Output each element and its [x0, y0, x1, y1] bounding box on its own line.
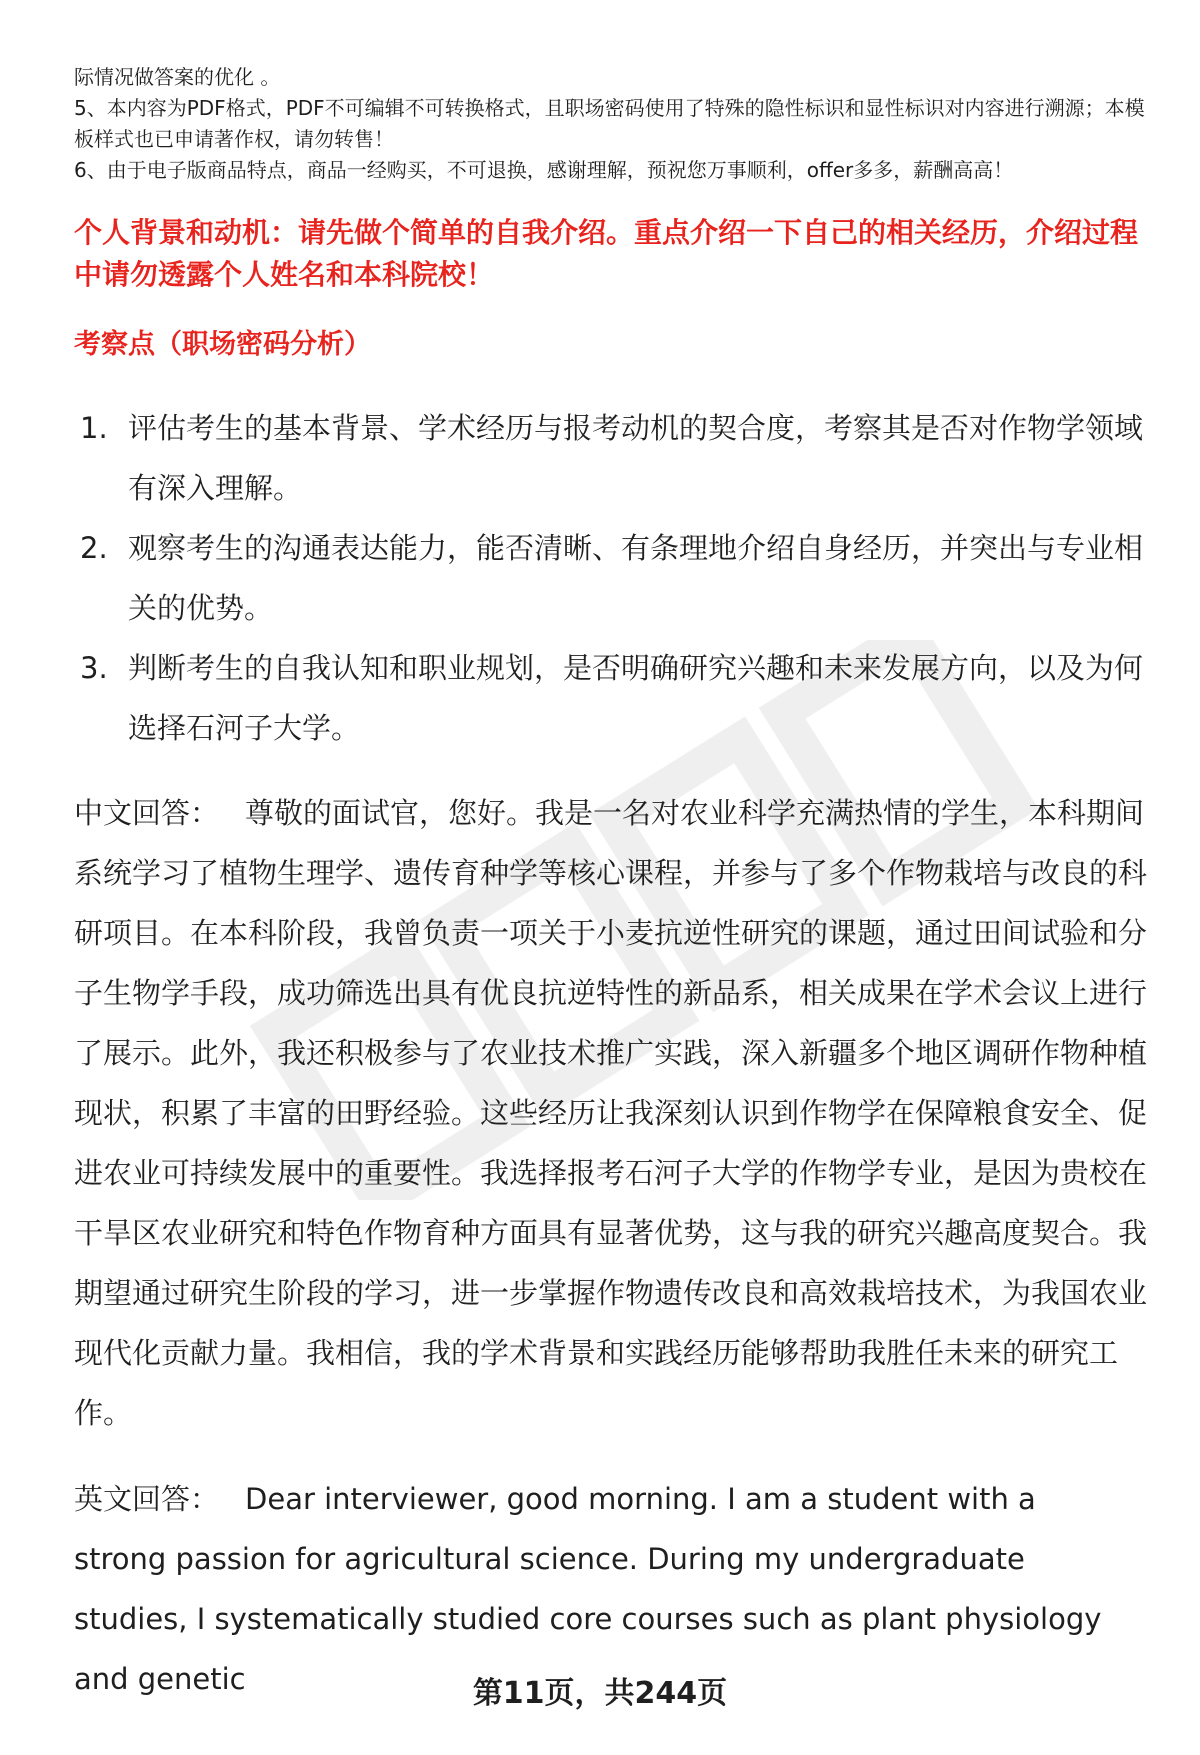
list-item: [80, 638, 1160, 758]
focus-points-list: [80, 398, 1160, 758]
list-item-text: 判断考生的自我认知和职业规划，是否明确研究兴趣和未来发展方向，以及为何选择石河子大学。: [128, 651, 1144, 745]
chinese-answer-label: 中文回答：: [74, 796, 220, 830]
list-item-text: 评估考生的基本背景、学术经历与报考动机的契合度，考察其是否对作物学领域有深入理解。: [128, 411, 1144, 505]
list-item: [80, 518, 1160, 638]
list-item-number: 3.: [80, 651, 108, 685]
list-item-number: 2.: [80, 531, 108, 565]
notes-section: [74, 62, 1164, 186]
chinese-answer-text: 尊敬的面试官，您好。我是一名对农业科学充满热情的学生，本科期间系统学习了植物生理学、遗传育种学等核心课程，并参与了多个作物栽培与改良的科研项目。在本科阶段，我曾负责一项关于小麦抗逆性研究的课题，通过田间试验和分子生物学手段，成功筛选出具有优良抗逆特性的新品系，相关成果在学术会议上进行了展示。此外，我还积极参与了农业技术推广实践，深入新疆多个地区调研作物种植现状，积累了丰富的田野经验。这些经历让我深刻认识到作物学在保障粮食安全、促进农业可持续发展中的重要性。我选择报考石河子大学的作物学专业，是因为贵校在干旱区农业研究和特色作物育种方面具有显著优势，这与我的研究兴趣高度契合。我期望通过研究生阶段的学习，进一步掌握作物遗传改良和高效栽培技术，为我国农业现代化贡献力量。我相信，我的学术背景和实践经历能够帮助我胜任未来的研究工作。: [74, 796, 1148, 1430]
focus-heading: 考察点（职场密码分析）: [74, 329, 371, 360]
chinese-answer: [74, 783, 1164, 1443]
note-line: 5、本内容为PDF格式，PDF不可编辑不可转换格式，且职场密码使用了特殊的隐性标识和显性标识对内容进行溯源；本模板样式也已申请著作权，请勿转售！: [74, 96, 1145, 151]
english-answer-text: Dear interviewer, good morning. I am a student with a strong passion for agricultural science. During my undergraduate studies, I systematically studied core courses such as plant physiology and genetic: [74, 1482, 1102, 1696]
list-item: [80, 398, 1160, 518]
note-line: 际情况做答案的优化 。: [74, 65, 281, 89]
english-answer-label: 英文回答：: [74, 1482, 220, 1516]
list-item-text: 观察考生的沟通表达能力，能否清晰、有条理地介绍自身经历，并突出与专业相关的优势。: [128, 531, 1144, 625]
question-title: 个人背景和动机：请先做个简单的自我介绍。重点介绍一下自己的相关经历，介绍过程中请勿透露个人姓名和本科院校！: [74, 216, 1139, 291]
note-line: 6、由于电子版商品特点，商品一经购买，不可退换，感谢理解，预祝您万事顺利，offer多多，薪酬高高！: [74, 158, 1014, 182]
list-item-number: 1.: [80, 411, 108, 445]
page-number-footer: 第11页，共244页: [472, 1676, 728, 1711]
